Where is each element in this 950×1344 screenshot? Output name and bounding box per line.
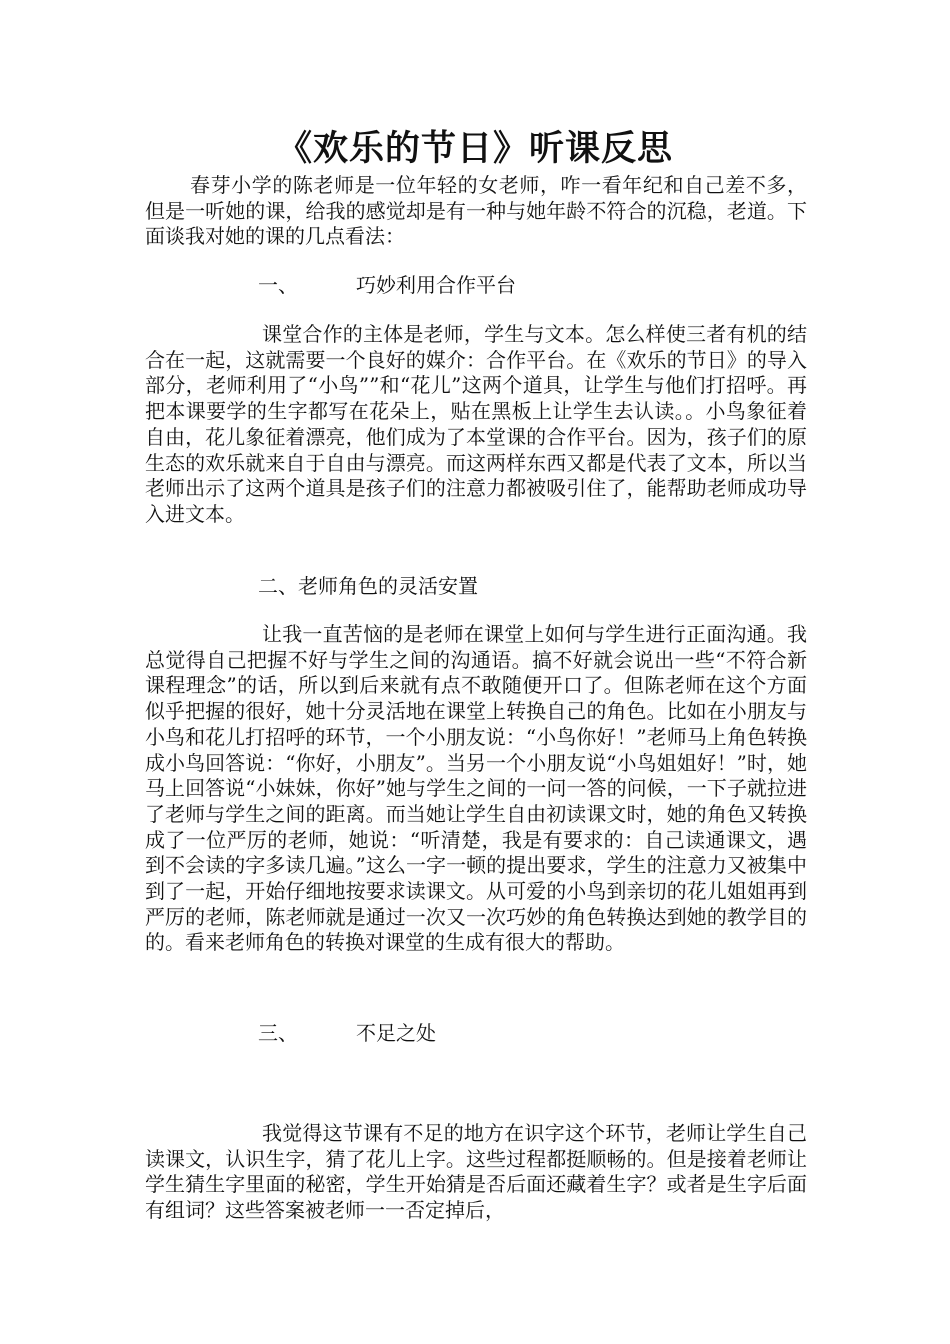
section-title-1: 巧妙利用合作平台 — [356, 273, 516, 297]
section-title-2: 老师角色的灵活安置 — [298, 574, 478, 598]
section-body-3: 我觉得这节课有不足的地方在识字这个环节，老师让学生自己读课文，认识生字，猜了花儿上字。这些过程都挺顺畅的。但是接着老师让学生猜生字里面的秘密，学生开始猜是否后面还藏着生字？或者是生字后面有组词？这些答案被老师一一否定掉后， — [145, 1121, 807, 1223]
intro-paragraph: 春芽小学的陈老师是一位年轻的女老师，咋一看年纪和自己差不多，但是一听她的课，给我的感觉却是有一种与她年龄不符合的沉稳，老道。下面谈我对她的课的几点看法： — [145, 173, 807, 249]
section-body-2: 让我一直苦恼的是老师在课堂上如何与学生进行正面沟通。我总觉得自己把握不好与学生之间的沟通语。搞不好就会说出一些“不符合新课程理念”的话，所以到后来就有点不敢随便开口了。但陈老师在这个方面似乎把握的很好，她十分灵活地在课堂上转换自己的角色。比如在小朋友与小鸟和花儿打招呼的环节，一个小朋友说：“小鸟你好！”老师马上角色转换成小鸟回答说：“你好，小朋友”。当另一个小朋友说“小鸟姐姐好！”时，她马上回答说“小妹妹，你好”她与学生之间的一问一答的问候，一下子就拉进了老师与学生之间的距离。而当她让学生自由初读课文时，她的角色又转换成了一位严厉的老师，她说：“听清楚，我是有要求的：自己读通课文，遇到不会读的字多读几遍。”这么一字一顿的提出要求，学生的注意力又被集中到了一起，开始仔细地按要求读课文。从可爱的小鸟到亲切的花儿姐姐再到严厉的老师，陈老师就是通过一次又一次巧妙的角色转换达到她的教学目的的。看来老师角色的转换对课堂的生成有很大的帮助。 — [145, 622, 807, 955]
section-heading-2 — [258, 573, 478, 599]
section-number-3: 三、 — [258, 1021, 298, 1045]
section-number-2: 二、 — [258, 574, 298, 598]
section-number-1: 一、 — [258, 273, 298, 297]
document-title: 《欢乐的节日》听课反思 — [276, 128, 673, 169]
section-title-3: 不足之处 — [356, 1021, 436, 1045]
section-heading-3 — [258, 1020, 436, 1046]
section-body-1: 课堂合作的主体是老师，学生与文本。怎么样使三者有机的结合在一起，这就需要一个良好的媒介：合作平台。在《欢乐的节日》的导入部分，老师利用了“小鸟””和“花儿”这两个道具，让学生与他们打招呼。再把本课要学的生字都写在花朵上，贴在黑板上让学生去认读。。小鸟象征着自由，花儿象征着漂亮，他们成为了本堂课的合作平台。因为，孩子们的原生态的欢乐就来自于自由与漂亮。而这两样东西又都是代表了文本，所以当老师出示了这两个道具是孩子们的注意力都被吸引住了，能帮助老师成功导入进文本。 — [145, 322, 807, 526]
section-heading-1 — [258, 272, 516, 298]
